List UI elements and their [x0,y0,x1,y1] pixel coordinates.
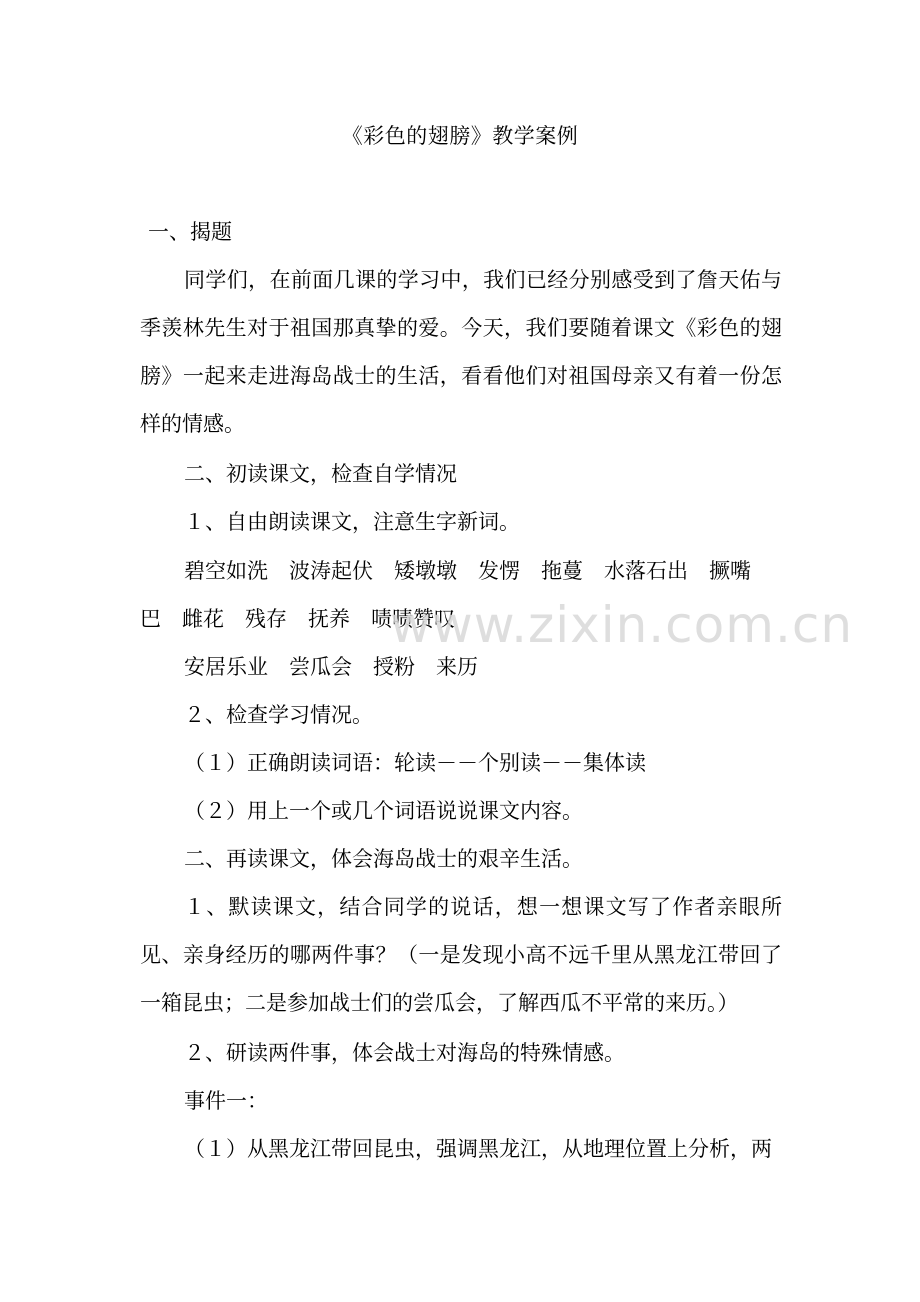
document-title: 《彩色的翅膀》教学案例 [341,124,579,148]
vocabulary-line-3: 安居乐业 尝瓜会 授粉 来历 [184,655,478,679]
section-heading-2: 二、初读课文，检查自学情况 [184,462,457,486]
vocabulary-line-2: 巴 雌花 残存 抚养 啧啧赞叹 [140,607,455,631]
paragraph-intro: 同学们，在前面几课的学习中，我们已经分别感受到了詹天佑与季羡林先生对于祖国那真挚的爱。今天，我们要随着课文《彩色的翅膀》一起来走进海岛战士的生活，看看他们对祖国母亲又有着一份怎样的情感。 [140,268,782,436]
event-one-item-1: （１）从黑龙江带回昆虫，强调黑龙江，从地理位置上分析，两 [184,1137,772,1161]
watermark: www.zixin.com.cn [390,596,854,654]
section-heading-1: 一、揭题 [148,220,232,244]
paragraph-two-events: １、默读课文，结合同学的说话，想一想课文写了作者亲眼所见、亲身经历的哪两件事？（一是发现小高不远千里从黑龙江带回了一箱昆虫；二是参加战士们的尝瓜会，了解西瓜不平常的来历。） [140,895,782,1015]
step-2-sub-2: （２）用上一个或几个词语说说课文内容。 [184,799,583,823]
step-2-check: ２、检查学习情况。 [184,703,373,727]
section-heading-3: 二、再读课文，体会海岛战士的艰辛生活。 [184,847,583,871]
step-2-sub-1: （１）正确朗读词语：轮读－－个别读－－集体读 [184,751,646,775]
vocabulary-line-1: 碧空如洗 波涛起伏 矮墩墩 发愣 拖蔓 水落石出 撅嘴 [184,559,751,583]
step-study-events: ２、研读两件事，体会战士对海岛的特殊情感。 [184,1041,625,1065]
step-1-read-aloud: １、自由朗读课文，注意生字新词。 [184,510,520,534]
event-one-heading: 事件一： [184,1089,268,1113]
